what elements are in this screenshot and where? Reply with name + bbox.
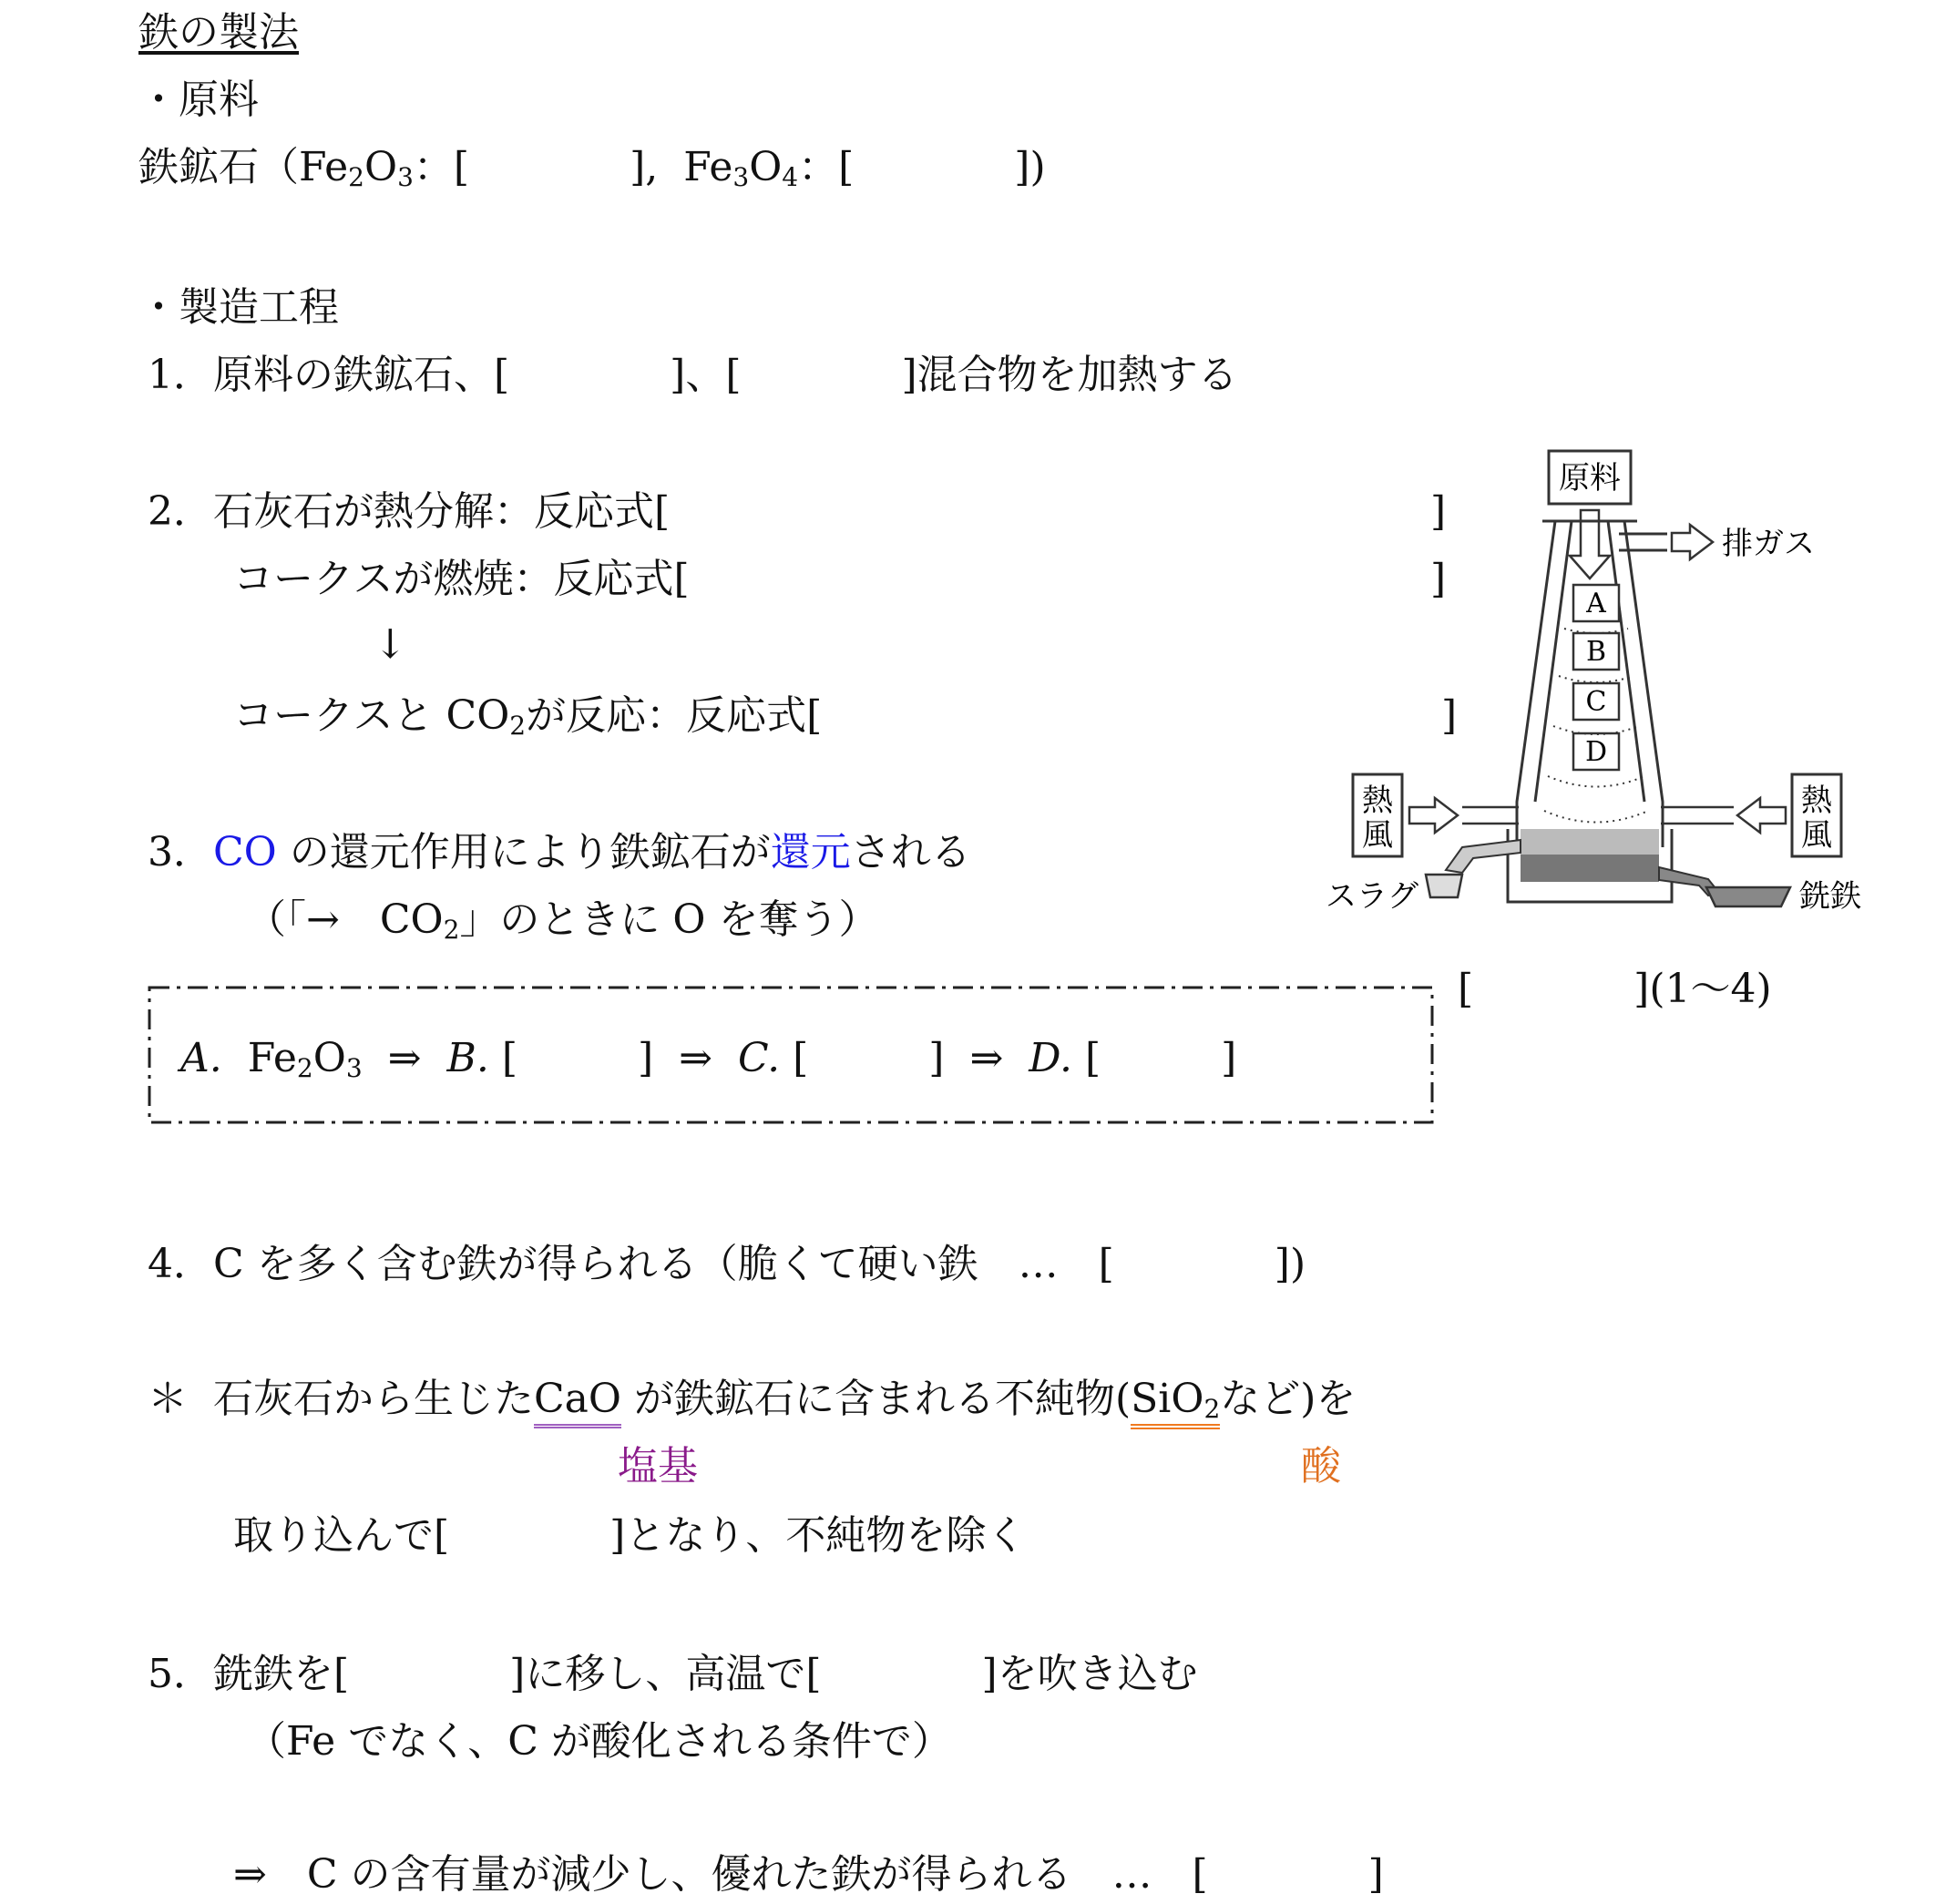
- sio2-term: [1131, 1376, 1220, 1429]
- sub: 3: [732, 162, 750, 192]
- step-3-note: [246, 895, 878, 946]
- blank-c: [ ]: [793, 1035, 945, 1081]
- label-b: B.: [446, 1035, 489, 1081]
- label-a: A.: [180, 1035, 222, 1081]
- step-5: 5．銑鉄を[ ]に移し、高温で[ ]を吹き込む: [148, 1651, 1198, 1697]
- star-pre: 石灰石から生じた: [212, 1376, 534, 1422]
- process-heading: ・製造工程: [138, 284, 339, 331]
- iron-trough: [1706, 887, 1790, 906]
- final-line: ⇒ C の含有量が減少し、優れた鉄が得られる … [ ]: [233, 1851, 1384, 1898]
- formula-part: Fe: [247, 1035, 297, 1081]
- slag-layer: [1521, 829, 1659, 855]
- zone-a: A: [1586, 588, 1606, 619]
- base-label: 塩基: [618, 1443, 698, 1489]
- arrow: ⇒: [969, 1035, 1004, 1081]
- step-1: 1．原料の鉄鉱石、[ ]、[ ]混合物を加熱する: [148, 352, 1238, 398]
- down-arrow: ↓: [374, 621, 407, 668]
- blank-d: [ ]: [1085, 1035, 1237, 1081]
- formula-part: Fe: [683, 144, 733, 190]
- hot-air-left-label-1: 熱: [1362, 783, 1393, 819]
- fe3o4-blank: ：[ ]): [798, 144, 1046, 190]
- asterisk: ＊: [148, 1376, 188, 1422]
- wall-left-inner: [1535, 521, 1572, 802]
- page-title: 鉄の製法: [138, 9, 299, 56]
- pig-iron-layer: [1521, 855, 1659, 882]
- formula-part: O: [312, 1035, 346, 1081]
- sub: 3: [397, 162, 414, 192]
- sequence-row: [180, 1033, 1236, 1084]
- slag-label: スラグ: [1326, 878, 1418, 915]
- slag-outlet: [1446, 840, 1521, 873]
- zone-d: D: [1584, 736, 1608, 768]
- note-post: 」のときに O を奪う）: [459, 896, 879, 943]
- blast-furnace-diagram: [1326, 446, 1872, 920]
- step-3-end: される: [850, 829, 971, 875]
- slag-pot: [1426, 875, 1462, 897]
- sub: 4: [782, 162, 799, 192]
- hot-air-right-arrow-icon: [1737, 798, 1786, 833]
- exhaust-label: 排ガス: [1722, 526, 1815, 562]
- sub: 2: [1203, 1394, 1221, 1424]
- raw-label: 原料: [1559, 460, 1621, 496]
- label-d: D.: [1029, 1035, 1072, 1081]
- step-2c-post: が反応：反応式[: [526, 692, 823, 739]
- star-line-2: 取り込んで[ ]となり、不純物を除く: [233, 1512, 1027, 1559]
- star-mid: が鉄鉱石に含まれる不純物(: [633, 1376, 1132, 1422]
- step-2c-end: ]: [1441, 692, 1458, 739]
- step-2c-pre: コークスと CO: [233, 692, 510, 739]
- step-4: 4．C を多く含む鉄が得られる（脆くて硬い鉄 … [ ]): [148, 1241, 1306, 1287]
- zone-c: C: [1585, 686, 1607, 718]
- step-2b-end: ]: [1430, 556, 1447, 602]
- label-c: C.: [738, 1035, 781, 1081]
- step-3-mid: の還元作用により鉄鉱石が: [289, 829, 771, 875]
- exhaust-arrow-icon: [1672, 525, 1713, 559]
- formula-part: O: [364, 144, 398, 190]
- fe2o3-blank: ：[ ],: [413, 144, 659, 190]
- diagram-answer-bracket: [ ](1～4): [1458, 966, 1772, 1012]
- raw-material-heading: ・原料: [138, 77, 259, 123]
- hot-air-right-label-2: 風: [1801, 817, 1832, 854]
- step-2b: コークスが燃焼：反応式[: [233, 556, 690, 602]
- co-term: CO: [213, 829, 277, 875]
- arrow: ⇒: [387, 1035, 422, 1081]
- ore-line: [138, 142, 1046, 193]
- step-5-note: （Fe でなく、C が酸化される条件で）: [246, 1718, 952, 1765]
- hot-air-left-label-2: 風: [1362, 817, 1393, 854]
- step-2a-end: ]: [1430, 488, 1447, 535]
- formula-part: SiO: [1131, 1376, 1204, 1422]
- formula-part: O: [749, 144, 783, 190]
- step-3-num: 3．: [148, 829, 213, 875]
- blank-b: [ ]: [501, 1035, 654, 1081]
- zone-b: B: [1585, 636, 1607, 668]
- star-note: [148, 1374, 1356, 1425]
- sub: 2: [509, 711, 527, 741]
- sub: 2: [443, 915, 460, 945]
- step-2c: [233, 691, 822, 742]
- reduction-term: 還元: [770, 829, 851, 875]
- sub: 2: [296, 1053, 313, 1083]
- sub: 3: [345, 1053, 363, 1083]
- cao-term: CaO: [534, 1376, 621, 1428]
- arrow: ⇒: [679, 1035, 713, 1081]
- star-post: など)を: [1220, 1376, 1357, 1422]
- hot-air-left-arrow-icon: [1409, 798, 1458, 833]
- step-2a: 2．石灰石が熱分解：反応式[: [148, 488, 671, 535]
- note-pre: （「→ CO: [246, 896, 444, 943]
- step-3: [148, 827, 971, 878]
- sub: 2: [348, 162, 364, 192]
- ore-prefix: 鉄鉱石（Fe: [138, 144, 349, 190]
- pig-iron-label: 銑鉄: [1799, 878, 1861, 915]
- acid-label: 酸: [1301, 1443, 1341, 1489]
- hot-air-right-label-1: 熱: [1801, 783, 1832, 819]
